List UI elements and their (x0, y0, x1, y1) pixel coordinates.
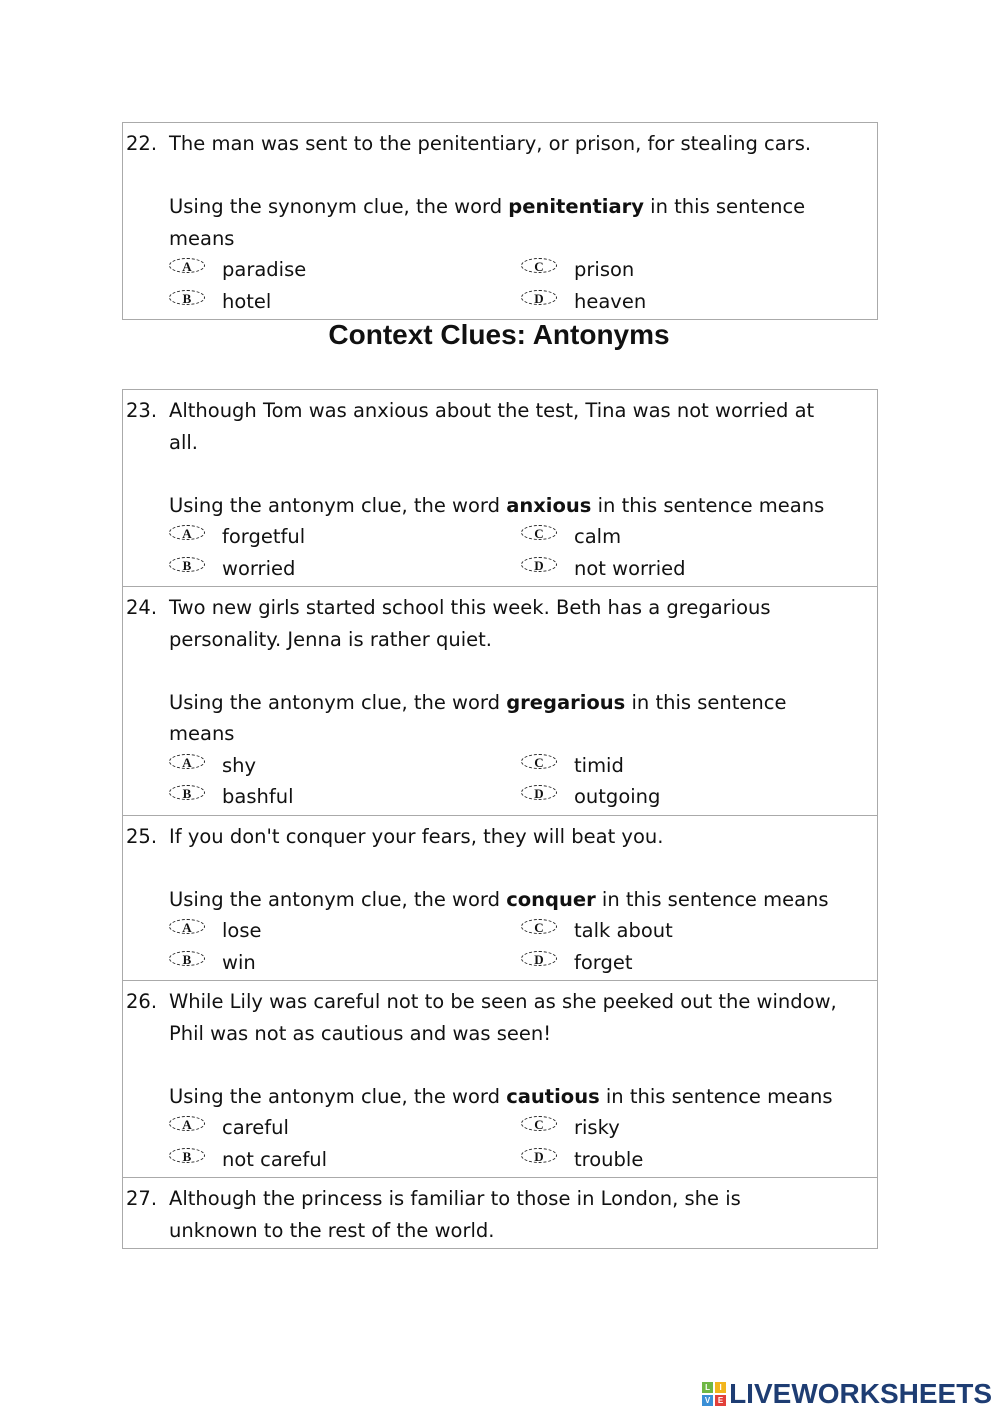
option-bubble-icon[interactable]: A (169, 258, 205, 273)
question-body (169, 128, 877, 317)
option-text: talk about (574, 919, 673, 943)
option-text: worried (222, 556, 296, 580)
question-block-antonyms (122, 389, 878, 1249)
prompt-suffix: in this sentence (625, 690, 787, 714)
question-body (169, 592, 877, 813)
question-body (169, 986, 877, 1175)
question-stem-line: If you don't conquer your fears, they will beat you. (169, 824, 664, 848)
question-number: 23. (126, 399, 158, 422)
option-text: outgoing (574, 785, 661, 809)
option-bubble-icon[interactable]: D (521, 951, 557, 966)
question-number: 22. (126, 132, 158, 155)
target-word: conquer (506, 887, 596, 911)
prompt-suffix: in this sentence (643, 195, 806, 218)
logo-text: LIVEWORKSHEETS (729, 1378, 992, 1409)
prompt-line (169, 490, 877, 522)
option-text: timid (574, 753, 624, 777)
question-26 (123, 980, 877, 1177)
target-word: gregarious (506, 690, 626, 714)
option-c[interactable] (521, 750, 821, 782)
target-word: anxious (506, 493, 592, 517)
option-d[interactable] (521, 286, 821, 318)
option-text: forgetful (222, 525, 306, 549)
option-text: hotel (222, 289, 272, 313)
answer-options (169, 521, 877, 584)
option-bubble-icon[interactable]: D (521, 557, 557, 572)
option-text: not careful (222, 1147, 328, 1171)
option-bubble-icon[interactable]: A (169, 754, 205, 769)
prompt-line-wrap: means (169, 226, 235, 250)
question-body (169, 395, 877, 584)
prompt-line (169, 191, 877, 223)
prompt-line (169, 687, 877, 719)
blank-line (169, 655, 877, 687)
option-text: paradise (222, 258, 307, 282)
question-stem-line: Although the princess is familiar to those in London, she is (169, 1187, 741, 1210)
question-stem-line: Although Tom was anxious about the test, Tina was not worried at (169, 399, 815, 422)
option-bubble-icon[interactable]: A (169, 525, 205, 540)
prompt-prefix: Using the synonym clue, the word (169, 195, 509, 218)
question-block-synonyms (122, 122, 878, 320)
option-text: heaven (574, 289, 647, 313)
section-title: Context Clues: Antonyms (328, 319, 670, 350)
option-d[interactable] (521, 1144, 821, 1176)
prompt-line (169, 1081, 877, 1113)
option-b[interactable] (169, 947, 521, 979)
option-text: careful (222, 1116, 289, 1140)
option-text: forget (574, 950, 633, 974)
blank-line (169, 458, 877, 490)
option-text: shy (222, 753, 257, 777)
option-text: bashful (222, 785, 294, 809)
question-number: 25. (126, 824, 158, 848)
prompt-line (169, 884, 877, 916)
option-text: trouble (574, 1147, 644, 1171)
option-b[interactable] (169, 553, 521, 585)
option-text: calm (574, 525, 622, 549)
question-number: 24. (126, 596, 158, 619)
liveworksheets-logo (702, 1378, 992, 1410)
question-stem-line: personality. Jenna is rather quiet. (169, 627, 492, 651)
option-bubble-icon[interactable]: C (521, 1116, 557, 1131)
logo-mark-letter: V (702, 1395, 713, 1406)
question-22 (123, 123, 877, 319)
option-bubble-icon[interactable]: B (169, 290, 205, 305)
option-bubble-icon[interactable]: D (521, 290, 557, 305)
option-bubble-icon[interactable]: A (169, 1116, 205, 1131)
option-bubble-icon[interactable]: C (521, 919, 557, 934)
option-text: prison (574, 258, 635, 282)
blank-line (169, 1049, 877, 1081)
option-bubble-icon[interactable]: B (169, 951, 205, 966)
answer-options (169, 915, 877, 978)
answer-options (169, 750, 877, 813)
question-stem-line: all. (169, 430, 198, 454)
prompt-prefix: Using the antonym clue, the word (169, 690, 507, 714)
option-b[interactable] (169, 286, 521, 318)
question-stem-line: Two new girls started school this week. Beth has a gregarious (169, 596, 771, 619)
target-word: penitentiary (508, 195, 644, 218)
option-text: win (222, 950, 256, 974)
option-bubble-icon[interactable]: B (169, 1148, 205, 1163)
option-text: risky (574, 1116, 620, 1140)
option-a[interactable] (169, 915, 521, 947)
question-body (169, 821, 877, 979)
option-d[interactable] (521, 781, 821, 813)
prompt-prefix: Using the antonym clue, the word (169, 493, 507, 517)
question-body (169, 1183, 877, 1246)
option-b[interactable] (169, 781, 521, 813)
logo-mark-letter: I (715, 1382, 726, 1393)
option-b[interactable] (169, 1144, 521, 1176)
option-c[interactable] (521, 1112, 821, 1144)
question-stem-line: unknown to the rest of the world. (169, 1218, 495, 1242)
question-23 (123, 390, 877, 586)
option-d[interactable] (521, 947, 821, 979)
option-a[interactable] (169, 750, 521, 782)
logo-mark-letter: L (702, 1382, 713, 1393)
option-c[interactable] (521, 521, 821, 553)
option-text: not worried (574, 556, 686, 580)
option-a[interactable] (169, 1112, 521, 1144)
prompt-line-wrap: means (169, 722, 235, 745)
option-a[interactable] (169, 254, 521, 286)
blank-line (169, 852, 877, 884)
question-24 (123, 586, 877, 815)
prompt-suffix: in this sentence means (591, 493, 825, 517)
option-c[interactable] (521, 915, 821, 947)
logo-mark-icon (702, 1382, 726, 1406)
logo-mark-letter: E (715, 1395, 726, 1406)
option-bubble-icon[interactable]: A (169, 919, 205, 934)
option-d[interactable] (521, 553, 821, 585)
prompt-suffix: in this sentence means (595, 887, 829, 911)
question-stem-line: The man was sent to the penitentiary, or prison, for stealing cars. (169, 132, 812, 155)
target-word: cautious (506, 1084, 600, 1108)
prompt-prefix: Using the antonym clue, the word (169, 1084, 507, 1108)
option-bubble-icon[interactable]: C (521, 754, 557, 769)
option-c[interactable] (521, 254, 821, 286)
question-number: 26. (126, 990, 158, 1013)
option-bubble-icon[interactable]: D (521, 1148, 557, 1163)
option-bubble-icon[interactable]: B (169, 785, 205, 800)
question-27 (123, 1177, 877, 1248)
question-25 (123, 815, 877, 981)
prompt-suffix: in this sentence means (599, 1084, 833, 1108)
option-bubble-icon[interactable]: D (521, 785, 557, 800)
option-bubble-icon[interactable]: C (521, 525, 557, 540)
option-bubble-icon[interactable]: B (169, 557, 205, 572)
option-a[interactable] (169, 521, 521, 553)
question-stem-line: While Lily was careful not to be seen as she peeked out the window, (169, 990, 837, 1013)
blank-line (169, 160, 877, 192)
question-stem-line: Phil was not as cautious and was seen! (169, 1021, 552, 1045)
option-text: lose (222, 919, 262, 943)
answer-options (169, 1112, 877, 1175)
answer-options (169, 254, 877, 317)
question-number: 27. (126, 1187, 158, 1210)
option-bubble-icon[interactable]: C (521, 258, 557, 273)
prompt-prefix: Using the antonym clue, the word (169, 887, 507, 911)
